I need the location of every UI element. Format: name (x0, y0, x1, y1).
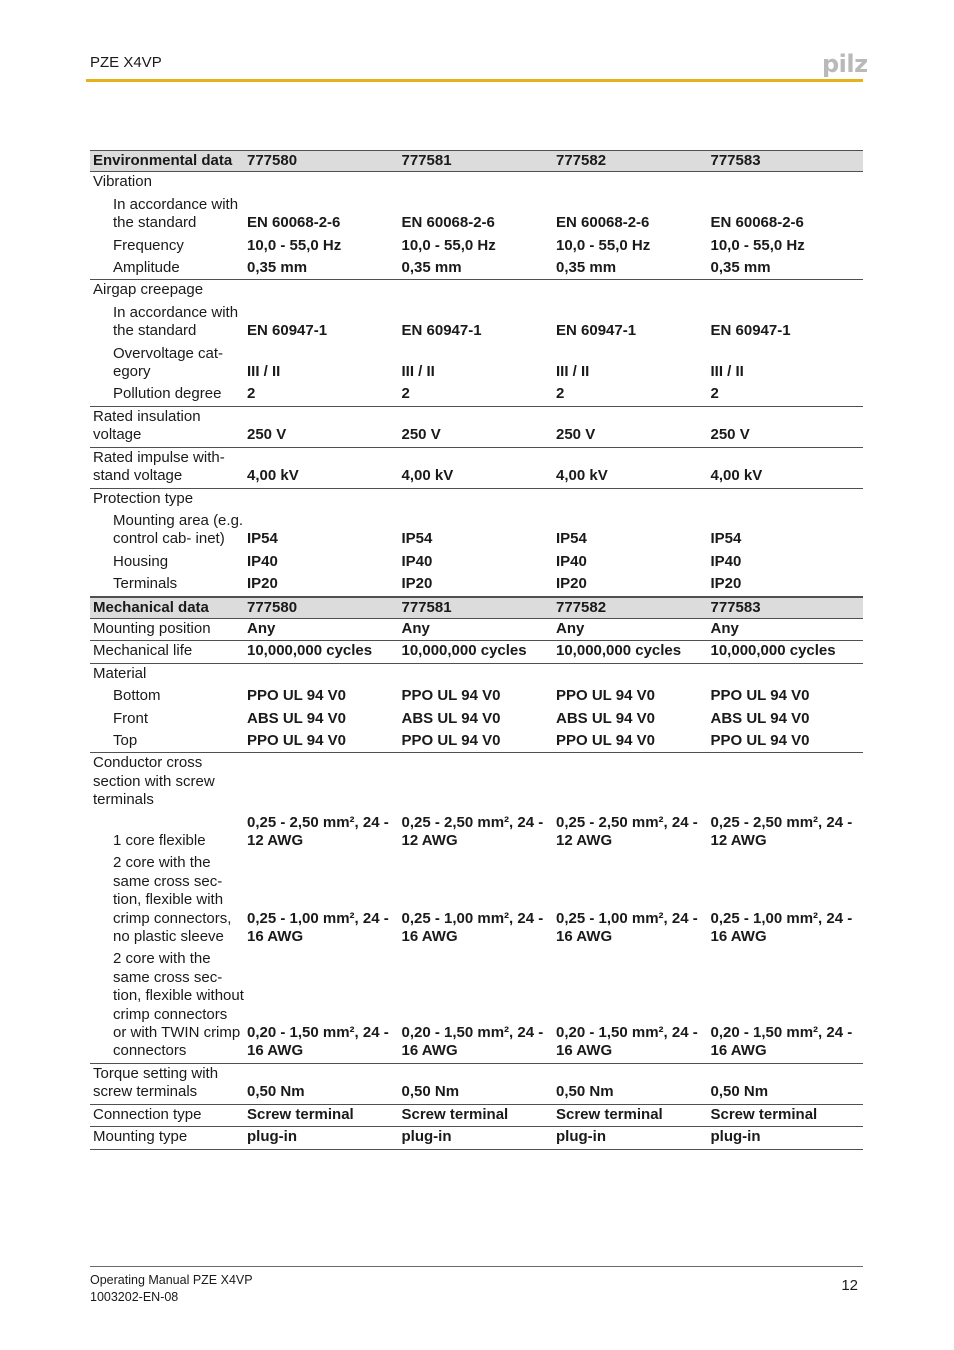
cell-value: III / II (710, 363, 744, 381)
sub-label: In accordance with the standard (113, 303, 239, 340)
cell-value: plug-in (710, 1128, 761, 1146)
column-header: 777583 (710, 152, 761, 169)
cell-value: 10,0 - 55,0 Hz (556, 236, 651, 254)
cell-value: 0,35 mm (247, 259, 308, 277)
footer-document-info (90, 1272, 253, 1306)
cell-value: 4,00 kV (556, 467, 608, 485)
cell-value: 250 V (401, 426, 441, 444)
cell-value: 0,25 - 2,50 mm², 24 - 12 AWG (401, 813, 544, 849)
sub-label: 2 core with the same cross sec- tion, flexible with crimp connectors, no plastic sleeve (113, 854, 232, 946)
cell-value: IP54 (247, 530, 278, 548)
cell-value: 10,000,000 cycles (401, 642, 527, 660)
sub-row (90, 255, 863, 277)
sub-label: 2 core with the same cross sec- tion, flexible without crimp connectors or with TWIN crimp connectors (113, 950, 244, 1060)
table-row (90, 172, 863, 280)
column-header: 777583 (710, 598, 761, 616)
sub-label: Frequency (113, 236, 184, 254)
sub-label: Terminals (113, 575, 178, 593)
sub-row (90, 233, 863, 255)
table-row (90, 448, 863, 489)
cell-value: PPO UL 94 V0 (247, 731, 346, 749)
cell-value: III / II (401, 363, 435, 381)
cell-value: 10,0 - 55,0 Hz (401, 236, 496, 254)
row-label: Connection type (93, 1105, 202, 1123)
cell-value: 250 V (247, 426, 287, 444)
spec-table (90, 150, 863, 1150)
sub-row (90, 571, 863, 593)
cell-value: 0,35 mm (556, 259, 617, 277)
cell-value: 0,35 mm (401, 259, 462, 277)
table-row (90, 1064, 863, 1105)
cell-value: 0,20 - 1,50 mm², 24 - 16 AWG (556, 1024, 698, 1060)
footer-rule (90, 1266, 863, 1267)
sub-row (90, 549, 863, 571)
table-row (90, 619, 863, 641)
cell-value: ABS UL 94 V0 (247, 709, 346, 727)
cell-value: IP54 (401, 530, 433, 548)
row-label: Mechanical life (93, 642, 193, 660)
column-header: 777581 (401, 598, 452, 616)
table-row (90, 489, 863, 597)
row-label: Vibration (93, 173, 152, 191)
row-label: Rated impulse with- stand voltage (93, 448, 225, 485)
cell-value: 250 V (556, 426, 596, 444)
row-label: Mounting type (93, 1128, 188, 1146)
section-header-mechanical (90, 597, 863, 619)
cell-value: 0,25 - 2,50 mm², 24 - 12 AWG (710, 813, 853, 849)
row-label: Torque setting with screw terminals (93, 1064, 219, 1101)
cell-value: EN 60068-2-6 (710, 214, 804, 232)
cell-value: III / II (556, 363, 590, 381)
sub-row (90, 706, 863, 728)
cell-value: 0,50 Nm (247, 1083, 305, 1101)
cell-value: 0,25 - 2,50 mm², 24 - 12 AWG (247, 813, 389, 849)
cell-value: PPO UL 94 V0 (401, 687, 501, 705)
row-label: Rated insulation voltage (93, 407, 201, 444)
sub-label: Housing (113, 552, 169, 570)
cell-value: IP20 (710, 575, 742, 593)
cell-value: 0,25 - 1,00 mm², 24 - 16 AWG (401, 909, 544, 946)
sub-label: Bottom (113, 687, 161, 705)
row-label: Protection type (93, 489, 194, 507)
section-title: Mechanical data (93, 598, 209, 616)
cell-value: 2 (247, 385, 256, 403)
header-rule (86, 79, 863, 82)
cell-value: EN 60947-1 (556, 322, 637, 340)
cell-value: 0,35 mm (710, 259, 771, 277)
cell-value: PPO UL 94 V0 (556, 731, 655, 749)
sub-row (90, 300, 863, 341)
cell-value: 0,20 - 1,50 mm², 24 - 16 AWG (710, 1024, 853, 1060)
cell-value: Any (247, 619, 276, 637)
sub-label: Overvoltage cat- egory (113, 344, 224, 381)
cell-value: EN 60947-1 (247, 322, 328, 340)
sub-row (90, 192, 863, 233)
sub-row (90, 946, 863, 1060)
cell-value: 250 V (710, 426, 750, 444)
column-header: 777582 (556, 152, 607, 169)
cell-value: plug-in (247, 1128, 297, 1146)
cell-value: EN 60068-2-6 (556, 214, 650, 232)
cell-value: 0,50 Nm (556, 1083, 614, 1101)
cell-value: 4,00 kV (401, 467, 454, 485)
sub-label: 1 core flexible (113, 832, 206, 849)
section-header-environmental (90, 150, 863, 172)
cell-value: 4,00 kV (247, 467, 299, 485)
cell-value: Screw terminal (401, 1105, 509, 1123)
sub-row (90, 508, 863, 549)
cell-value: PPO UL 94 V0 (710, 687, 810, 705)
cell-value: 0,25 - 1,00 mm², 24 - 16 AWG (247, 909, 389, 946)
cell-value: 2 (710, 385, 719, 403)
table-row (90, 641, 863, 663)
cell-value: IP20 (401, 575, 433, 593)
table-row (90, 1105, 863, 1127)
pilz-logo: pilz (822, 50, 868, 78)
cell-value: IP40 (401, 552, 433, 570)
footer-document-number: 1003202-EN-08 (90, 1290, 179, 1304)
table-row (90, 280, 863, 406)
cell-value: IP20 (556, 575, 587, 593)
column-header: 777581 (401, 152, 452, 169)
cell-value: IP54 (710, 530, 742, 548)
cell-value: 0,25 - 2,50 mm², 24 - 12 AWG (556, 813, 698, 849)
cell-value: 10,000,000 cycles (556, 642, 682, 660)
cell-value: 0,50 Nm (401, 1083, 460, 1101)
cell-value: Any (401, 619, 430, 637)
sub-label: Front (113, 709, 149, 727)
cell-value: IP40 (247, 552, 278, 570)
cell-value: 0,25 - 1,00 mm², 24 - 16 AWG (556, 909, 698, 946)
cell-value: plug-in (556, 1128, 606, 1146)
cell-value: ABS UL 94 V0 (710, 709, 810, 727)
column-header: 777580 (247, 598, 298, 616)
cell-value: PPO UL 94 V0 (247, 687, 346, 705)
row-label: Airgap creepage (93, 281, 204, 299)
cell-value: EN 60068-2-6 (247, 214, 341, 232)
cell-value: Screw terminal (556, 1105, 663, 1123)
sub-row (90, 810, 863, 851)
cell-value: PPO UL 94 V0 (710, 731, 810, 749)
page-header-title: PZE X4VP (90, 54, 162, 71)
cell-value: ABS UL 94 V0 (556, 709, 655, 727)
table-row (90, 407, 863, 448)
cell-value: ABS UL 94 V0 (401, 709, 501, 727)
sub-row (90, 381, 863, 403)
cell-value: IP20 (247, 575, 278, 593)
cell-value: PPO UL 94 V0 (401, 731, 501, 749)
sub-label: Amplitude (113, 259, 180, 277)
sub-label: Mounting area (e.g. control cab- inet) (113, 511, 244, 548)
section-title: Environmental data (93, 152, 233, 169)
sub-label: In accordance with the standard (113, 195, 239, 232)
table-row (90, 664, 863, 754)
page-number: 12 (841, 1277, 858, 1294)
footer-manual-title: Operating Manual PZE X4VP (90, 1273, 253, 1287)
column-header: 777582 (556, 598, 607, 616)
table-row (90, 1127, 863, 1149)
cell-value: IP40 (710, 552, 742, 570)
table-row (90, 753, 863, 1064)
column-header: 777580 (247, 152, 298, 169)
cell-value: Any (556, 619, 585, 637)
cell-value: 10,000,000 cycles (710, 642, 836, 660)
cell-value: 0,20 - 1,50 mm², 24 - 16 AWG (247, 1024, 389, 1060)
cell-value: EN 60947-1 (710, 322, 791, 340)
sub-row (90, 341, 863, 382)
cell-value: EN 60947-1 (401, 322, 482, 340)
cell-value: 10,000,000 cycles (247, 642, 373, 660)
cell-value: 10,0 - 55,0 Hz (247, 236, 342, 254)
cell-value: 0,20 - 1,50 mm², 24 - 16 AWG (401, 1024, 544, 1060)
cell-value: IP54 (556, 530, 587, 548)
cell-value: Screw terminal (710, 1105, 818, 1123)
cell-value: 0,25 - 1,00 mm², 24 - 16 AWG (710, 909, 853, 946)
row-label: Mounting position (93, 619, 211, 637)
sub-row (90, 850, 863, 946)
cell-value: 4,00 kV (710, 467, 763, 485)
cell-value: 2 (401, 385, 410, 403)
sub-row (90, 683, 863, 705)
cell-value: PPO UL 94 V0 (556, 687, 655, 705)
cell-value: EN 60068-2-6 (401, 214, 495, 232)
cell-value: 10,0 - 55,0 Hz (710, 236, 805, 254)
cell-value: plug-in (401, 1128, 452, 1146)
sub-label: Top (113, 731, 138, 749)
cell-value: IP40 (556, 552, 587, 570)
cell-value: 2 (556, 385, 565, 403)
cell-value: Screw terminal (247, 1105, 354, 1123)
cell-value: Any (710, 619, 739, 637)
sub-row (90, 728, 863, 750)
row-label: Conductor cross section with screw terminals (93, 754, 215, 809)
sub-label: Pollution degree (113, 385, 222, 403)
cell-value: III / II (247, 363, 281, 381)
cell-value: 0,50 Nm (710, 1083, 769, 1101)
row-label: Material (93, 664, 147, 682)
